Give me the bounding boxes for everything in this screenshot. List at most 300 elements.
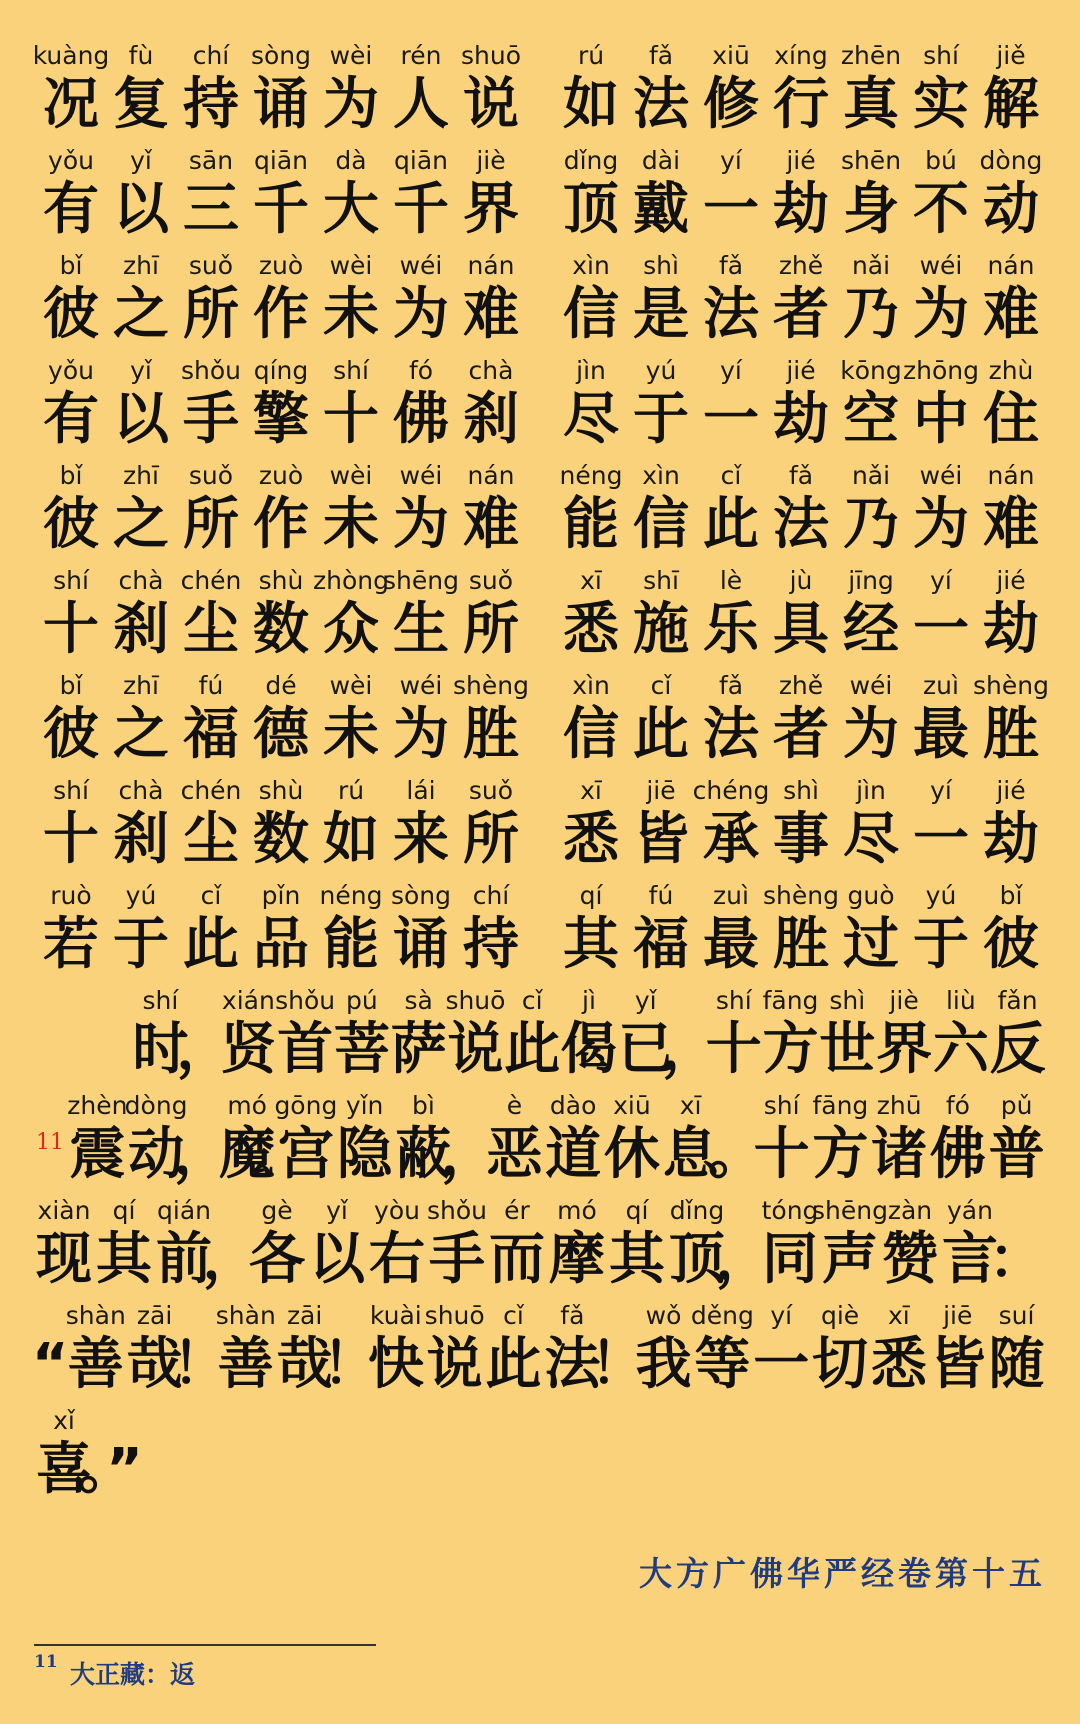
pinyin: dǐng [669,1196,725,1225]
pinyin: shí [142,986,179,1015]
prose-char [68,1090,127,1188]
hanzi: 反 [989,1017,1046,1082]
prose-char [705,985,762,1083]
verse-char [246,250,316,348]
hanzi: 手 [429,1227,485,1292]
hanzi: 有 [43,177,99,242]
hanzi: 能 [563,492,619,557]
pinyin: xǐ [53,1406,75,1435]
prose-char [762,985,819,1083]
hanzi: 生 [393,597,449,662]
verse-char [316,670,386,768]
pinyin: chén [180,776,242,805]
pinyin: fó [408,356,434,385]
prose-char [607,1195,667,1293]
pinyin: shèng [453,671,529,700]
verse-char [836,145,906,243]
verse-char [176,355,246,453]
verse-char [696,565,766,663]
hanzi: 未 [323,282,379,347]
verse-char [836,670,906,768]
hanzi: 数 [253,597,309,662]
pinyin: kuàng [32,41,110,70]
pinyin: xián [221,986,275,1015]
hanzi: 难 [463,492,519,557]
hanzi: 所 [183,282,239,347]
pinyin: shì [783,776,819,805]
prose-char [66,1300,125,1398]
hanzi: 刹 [463,387,519,452]
verse-char [906,565,976,663]
verse-char [696,40,766,138]
hanzi: 之 [113,702,169,767]
hanzi: 为 [323,72,379,137]
pinyin: qián [157,1196,211,1225]
verse-char [386,145,456,243]
hanzi: 乃 [843,492,899,557]
hanzi: 其 [96,1227,152,1292]
verse-char [32,40,110,138]
hanzi: 动 [983,177,1039,242]
pinyin: yǐ [130,356,152,385]
hanzi: 六 [932,1017,989,1082]
pinyin: fǎn [997,986,1038,1015]
pinyin: rén [400,41,442,70]
pinyin: zhī [123,671,159,700]
hanzi: 摩 [549,1227,605,1292]
verse-char [696,880,766,978]
pinyin: shí [763,1091,800,1120]
pinyin: shí [53,566,89,595]
prose-char [589,1300,646,1398]
hanzi: 界 [463,177,519,242]
pinyin: shǒu [180,356,241,385]
pinyin: xìn [572,671,610,700]
pinyin: bǐ [999,881,1023,910]
pinyin: yí [720,146,742,175]
hanzi: 菩 [333,1017,390,1082]
verse-char [246,355,316,453]
pinyin: bì [411,1091,435,1120]
hanzi: 身 [843,177,899,242]
pinyin: suǒ [468,776,514,805]
hanzi: 震 [69,1122,126,1187]
pinyin: bǐ [59,461,83,490]
pinyin: yú [645,356,677,385]
pinyin: sà [404,986,433,1015]
prose-char [561,985,618,1083]
hanzi: 佛 [393,387,449,452]
pinyin: shuō [445,986,506,1015]
prose-char [987,1300,1046,1398]
verse-char [316,250,386,348]
prose-char [202,1195,259,1293]
pinyin: nǎi [851,461,891,490]
hanzi: 众 [323,597,379,662]
prose-char [869,1300,928,1398]
hanzi: 十 [323,387,379,452]
hanzi: 蔽 [395,1122,452,1187]
prose-char [277,985,334,1083]
pinyin: sòng [390,881,452,910]
pinyin: jiē [943,1301,973,1330]
pinyin: jiè [889,986,919,1015]
verse-char [246,670,316,768]
hanzi: 。” [78,1437,143,1502]
pinyin: chà [468,356,514,385]
verse-char [316,775,386,873]
pinyin: jīng [848,566,894,595]
verse-char [386,40,456,138]
pinyin: mó [557,1196,597,1225]
hanzi: 持 [463,912,519,977]
prose-char [78,1405,143,1503]
verse-char [766,670,836,768]
pinyin: zhī [123,461,159,490]
hanzi: 法 [773,492,829,557]
pinyin: mó [227,1091,267,1120]
pinyin: nán [467,461,515,490]
prose-char [94,1195,154,1293]
pinyin: sòng [250,41,312,70]
prose-char [274,1090,338,1188]
pinyin: shàn [65,1301,126,1330]
verse-char [906,775,976,873]
pinyin: sān [188,146,234,175]
prose-char [504,985,561,1083]
verse-char [36,670,106,768]
hanzi: 擎 [253,387,309,452]
pinyin: zhù [988,356,1034,385]
prose-char [307,1195,367,1293]
pinyin: suǒ [188,251,234,280]
verse-char [976,40,1046,138]
hanzi: 劫 [983,807,1039,872]
prose-char [440,1090,497,1188]
hanzi: 者 [773,702,829,767]
pinyin: nǎi [851,251,891,280]
pinyin: wéi [919,251,963,280]
hanzi: 胜 [773,912,829,977]
pinyin: wéi [399,671,443,700]
hanzi: 为 [393,282,449,347]
prose-char [811,1090,870,1188]
verse-char [766,40,836,138]
verse-char [106,40,176,138]
hanzi: 信 [563,702,619,767]
hanzi: 所 [463,807,519,872]
prose-char [690,1300,754,1398]
hanzi: 住 [983,387,1039,452]
hanzi: 萨 [390,1017,447,1082]
pinyin: zāi [136,1301,173,1330]
hanzi: 一 [753,1332,810,1397]
prose-char [876,985,933,1083]
prose-char [247,1195,307,1293]
hanzi: 经 [843,597,899,662]
pinyin: fó [945,1091,970,1120]
verse-char [626,880,696,978]
hanzi: 动 [128,1122,185,1187]
pinyin: fǎ [788,461,814,490]
hanzi: 能 [323,912,379,977]
pinyin: zhèn [67,1091,128,1120]
hanzi: 彼 [43,702,99,767]
verse-char [246,460,316,558]
verse-char [36,880,106,978]
hanzi: 福 [633,912,689,977]
prose-char [752,1300,811,1398]
verse-char [976,250,1046,348]
verse-char [246,40,316,138]
pinyin: dà [335,146,367,175]
hanzi: 胜 [983,702,1039,767]
pinyin: è [506,1091,523,1120]
pinyin: zhòng [313,566,389,595]
pinyin: dào [549,1091,597,1120]
hanzi: 此 [703,492,759,557]
verse-char [763,880,839,978]
pinyin: zuì [713,881,749,910]
hanzi: 以 [113,177,169,242]
verse-char [836,775,906,873]
prose-char [485,1090,544,1188]
pinyin: suǒ [468,566,514,595]
pinyin: xiū [613,1091,651,1120]
verse-char [626,565,696,663]
verse-char [626,670,696,768]
pinyin: shèng [763,881,839,910]
verse-char [246,775,316,873]
hanzi: 以 [113,387,169,452]
pinyin: zāi [286,1301,323,1330]
verse-char [696,460,766,558]
hanzi: 承 [703,807,759,872]
hanzi: 是 [633,282,689,347]
pinyin: jiē [646,776,676,805]
verse-char [696,250,766,348]
hanzi: 作 [253,282,309,347]
pinyin: fǎ [560,1301,585,1330]
pinyin: cǐ [521,986,543,1015]
pinyin: yǐn [345,1091,384,1120]
hanzi: 各 [249,1227,305,1292]
pinyin: wéi [399,461,443,490]
prose-char [218,1090,277,1188]
prose-char [708,1090,765,1188]
verse-char [556,145,626,243]
pinyin: dǐng [563,146,619,175]
pinyin: pǔ [1000,1091,1033,1120]
pinyin: shī [643,566,679,595]
hanzi: 施 [633,597,689,662]
prose-char [752,1090,811,1188]
pinyin: cǐ [720,461,742,490]
pinyin: ruò [50,881,92,910]
pinyin: wéi [399,251,443,280]
hanzi: 其 [609,1227,665,1292]
verse-char [386,460,456,558]
prose-char [220,985,277,1083]
hanzi: 赞 [882,1227,938,1292]
verse-char [836,250,906,348]
hanzi: 最 [703,912,759,977]
pinyin: zhī [123,251,159,280]
verse-char [766,145,836,243]
pinyin: yí [930,566,952,595]
pinyin: zhě [778,251,824,280]
hanzi: 皆 [633,807,689,872]
pinyin: nán [987,251,1035,280]
pinyin: shēng [812,1196,888,1225]
verse-char [692,775,770,873]
hanzi: 难 [983,282,1039,347]
pinyin: cǐ [503,1301,524,1330]
hanzi: 彼 [43,282,99,347]
prose-char [988,1195,1045,1293]
hanzi: 声 [822,1227,878,1292]
pinyin: yí [770,1301,793,1330]
hanzi: 其 [563,912,619,977]
verse-char [906,670,976,768]
hanzi: 尽 [843,807,899,872]
hanzi: 者 [773,282,829,347]
pinyin: yú [125,881,157,910]
hanzi: 为 [913,492,969,557]
hanzi: 隐 [336,1122,393,1187]
hanzi: 一 [913,807,969,872]
hanzi: 信 [563,282,619,347]
hanzi: 劫 [773,387,829,452]
verse-char [836,880,906,978]
pinyin: pú [346,986,378,1015]
verse-char [456,460,526,558]
prose-char [484,1300,543,1398]
pinyin: bú [925,146,957,175]
hanzi: ， [202,1227,259,1292]
pinyin: chén [180,566,242,595]
prose-char [932,985,989,1083]
hanzi: 彼 [983,912,1039,977]
hanzi: 若 [43,912,99,977]
hanzi: 之 [113,492,169,557]
verse-char [906,880,976,978]
verse-char [556,775,626,873]
verse-char [626,145,696,243]
pinyin: nán [987,461,1035,490]
pinyin: shí [715,986,752,1015]
verse-char [976,145,1046,243]
pinyin: fǎ [718,251,744,280]
verse-char [36,250,106,348]
prose-char [547,1195,607,1293]
verse-char [453,670,529,768]
pinyin: shí [53,776,89,805]
hanzi: “ [31,1332,69,1397]
verse-char [556,250,626,348]
verse-char [386,880,456,978]
verse-char [386,250,456,348]
hanzi: 快 [367,1332,424,1397]
hanzi: 千 [393,177,449,242]
hanzi: 尘 [183,807,239,872]
verse-char [36,460,106,558]
pinyin: yǒu [48,356,94,385]
pinyin: xī [580,776,602,805]
pinyin: xìn [572,251,610,280]
pinyin: yǐ [326,1196,348,1225]
verse-char [176,145,246,243]
hanzi: 此 [183,912,239,977]
pinyin: shuō [460,41,521,70]
hanzi: 偈 [560,1017,617,1082]
hanzi: 切 [812,1332,869,1397]
pinyin: chà [118,776,164,805]
hanzi: 胜 [463,702,519,767]
hanzi: 十 [705,1017,762,1082]
verse-char [626,250,696,348]
pinyin: fǎ [648,41,674,70]
pinyin: gè [261,1196,293,1225]
pinyin: kōng [840,356,902,385]
verse-char [556,355,626,453]
hanzi: 已 [617,1017,674,1082]
verse-char [176,670,246,768]
pinyin: shǒu [427,1196,488,1225]
prose-char [367,1195,427,1293]
verse-char [316,880,386,978]
hanzi: 为 [393,492,449,557]
hanzi: 十 [753,1122,810,1187]
hanzi: 此 [485,1332,542,1397]
verse-char [176,460,246,558]
hanzi: 难 [983,492,1039,557]
hanzi: 真 [843,72,899,137]
hanzi: 刹 [113,807,169,872]
hanzi: 说 [426,1332,483,1397]
verse-char [246,565,316,663]
hanzi: 为 [843,702,899,767]
hanzi: 方 [812,1122,869,1187]
prose-char [447,985,504,1083]
pinyin: cǐ [200,881,222,910]
pinyin: fāng [812,1091,869,1120]
prose-char [880,1195,940,1293]
prose-char [176,985,233,1083]
hanzi: ， [661,1017,718,1082]
hanzi: 具 [773,597,829,662]
verse-char [626,775,696,873]
hanzi: 乐 [703,597,759,662]
pinyin: bǐ [59,671,83,700]
hanzi: 顶 [669,1227,725,1292]
footnote-text: 大正藏：返 [70,1660,196,1689]
hanzi: 等 [694,1332,751,1397]
hanzi: 喜 [36,1437,92,1502]
verse-char [36,775,106,873]
verse-char [906,460,976,558]
hanzi: 修 [703,72,759,137]
pinyin: lái [406,776,436,805]
hanzi: 魔 [219,1122,276,1187]
footnote-number: 11 [34,1652,58,1672]
verse-char [106,880,176,978]
pinyin: chí [192,41,230,70]
pinyin: wèi [329,461,373,490]
verse-char [176,40,246,138]
pinyin: wèi [329,671,373,700]
hanzi: 法 [633,72,689,137]
